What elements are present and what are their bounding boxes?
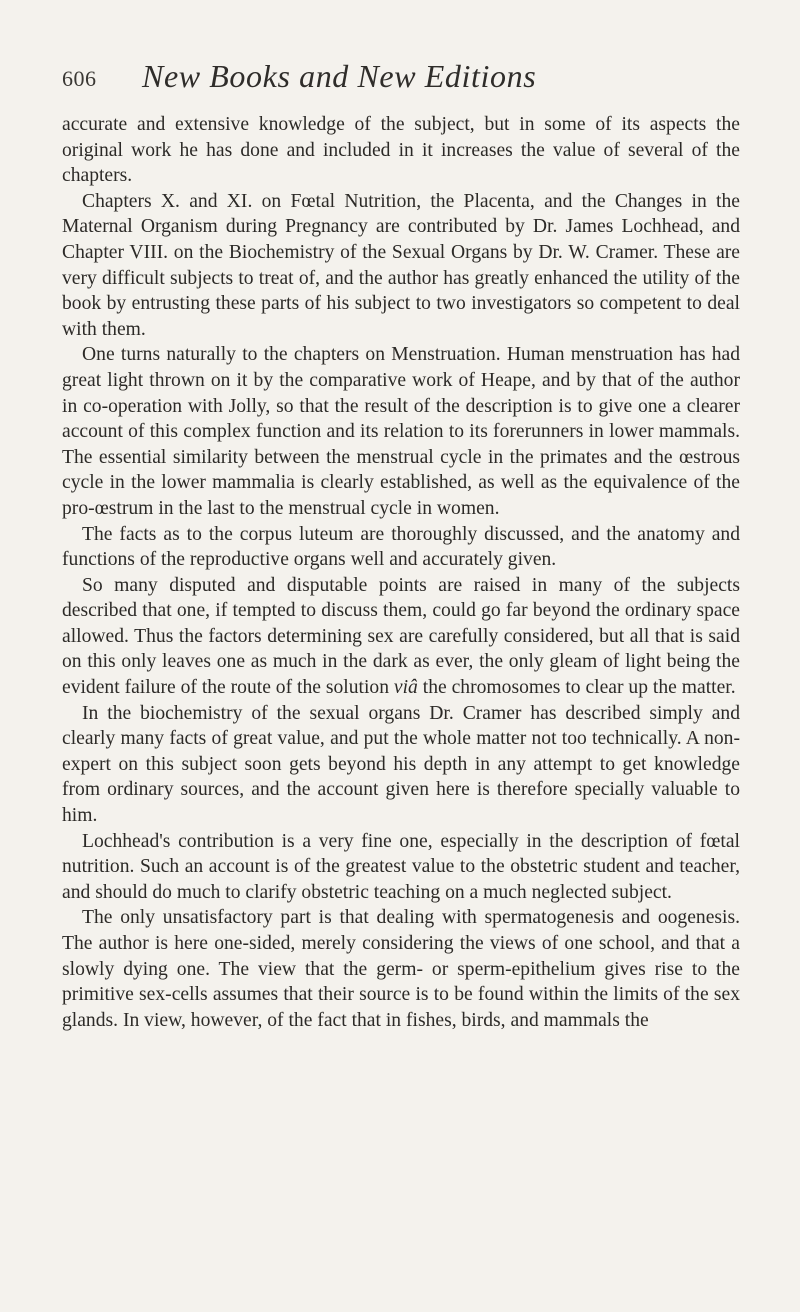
paragraph-corpus-luteum: The facts as to the corpus luteum are thoroughly discussed, and the anatomy and functions of the reproductive organs well and accurately given. [62, 523, 740, 571]
paragraph-disputed-points [62, 573, 740, 701]
paragraph-menstruation: One turns naturally to the chapters on Menstruation. Human menstruation has had great light thrown on it by the comparative work of Heape, and by that of the author in co-operation with Jolly, so that the result of the description is to give one a clearer account of this complex function and its relation to its forerunners in lower mammals. The essential similarity between the menstrual cycle in the primates and the œstrous cycle in the lower mammalia is clearly established, as well as the equivalence of the pro-œstrum in the last to the menstrual cycle in women. [62, 344, 740, 519]
paragraph-chapters: Chapters X. and XI. on Fœtal Nutrition, the Placenta, and the Changes in the Maternal Organism during Pregnancy are contributed by Dr. James Lochhead, and Chapter VIII. on the Biochemistry of the Sexual Organs by Dr. W. Cramer. These are very difficult subjects to treat of, and the author has greatly enhanced the utility of the book by entrusting these parts of his subject to two investigators so competent to deal with them. [62, 190, 740, 340]
disputed-points-text-start: So many disputed and disputable points are raised in many of the subjects described that one, if tempted to discuss them, could go far beyond the ordinary space allowed. Thus the factors determining sex are carefully considered, but all that is said on this only leaves one as much in the dark as ever, the only gleam of light being the evident failure of the route of the solution [62, 574, 740, 699]
review-body [62, 112, 740, 1033]
running-title: New Books and New Editions [142, 58, 537, 94]
disputed-points-text-end: the chromosomes to clear up the matter. [417, 677, 736, 699]
paragraph-biochemistry: In the biochemistry of the sexual organs Dr. Cramer has described simply and clearly many facts of great value, and put the whole matter not too technically. A non-expert on this subject soon gets beyond his depth in any attempt to get knowledge from ordinary sources, and the account given here is therefore specially valuable to him. [62, 702, 740, 827]
paragraph-continuation: accurate and extensive knowledge of the subject, but in some of its aspects the original work he has done and included in it increases the value of several of the chapters. [62, 114, 740, 187]
italic-via: viâ [393, 677, 418, 699]
page-number: 606 [62, 66, 97, 91]
paragraph-spermatogenesis: The only unsatisfactory part is that dealing with spermatogenesis and oogenesis. The author is here one-sided, merely considering the views of one school, and that a slowly dying one. The view that the germ- or sperm-epithelium gives rise to the primitive sex-cells assumes that their source is to be found within the limits of the sex glands. In view, however, of the fact that in fishes, birds, and mammals the [62, 907, 740, 1031]
page-header [62, 58, 742, 98]
paragraph-lochhead: Lochhead's contribution is a very fine one, especially in the description of fœtal nutrition. Such an account is of the greatest value to the obstetric student and teacher, and should do much to clarify obstetric teaching on a much neglected subject. [62, 830, 740, 903]
